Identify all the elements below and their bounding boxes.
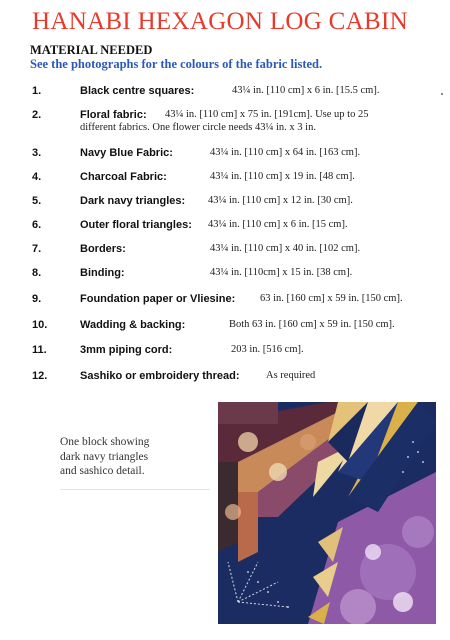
item-description: 63 in. [160 cm] x 59 in. [150 cm]. bbox=[260, 293, 403, 304]
item-label: Navy Blue Fabric: bbox=[80, 147, 173, 159]
item-number: 8. bbox=[32, 267, 42, 279]
item-label: Floral fabric: bbox=[80, 109, 147, 121]
item-label: Charcoal Fabric: bbox=[80, 171, 167, 183]
section-subheading: See the photographs for the colours of the fabric listed. bbox=[30, 57, 323, 71]
item-description: 43¼ in. [110 cm] x 12 in. [30 cm]. bbox=[208, 195, 353, 206]
item-number: 1. bbox=[32, 85, 42, 97]
item-label: Foundation paper or Vliesine: bbox=[80, 293, 236, 305]
item-number: 12. bbox=[32, 370, 48, 382]
caption-line: and sashico detail. bbox=[60, 465, 145, 477]
item-number: 10. bbox=[32, 319, 48, 331]
item-description-continued: different fabrics. One flower circle needs 43¼ in. x 3 in. bbox=[80, 122, 316, 133]
speck bbox=[441, 93, 443, 95]
item-number: 5. bbox=[32, 195, 42, 207]
photo-caption bbox=[60, 435, 210, 479]
item-number: 9. bbox=[32, 293, 42, 305]
item-number: 6. bbox=[32, 219, 42, 231]
item-description: As required bbox=[266, 370, 316, 381]
section-heading: MATERIAL NEEDED bbox=[30, 43, 153, 57]
item-number: 4. bbox=[32, 171, 42, 183]
item-number: 11. bbox=[32, 344, 47, 356]
item-label: 3mm piping cord: bbox=[80, 344, 173, 356]
item-description: 43¼ in. [110 cm] x 40 in. [102 cm]. bbox=[210, 243, 361, 254]
item-label: Outer floral triangles: bbox=[80, 219, 192, 231]
caption-line: One block showing bbox=[60, 436, 150, 448]
item-description: 43¼ in. [110 cm] x 6 in. [15 cm]. bbox=[208, 219, 348, 230]
item-label: Wadding & backing: bbox=[80, 319, 186, 331]
item-description: Both 63 in. [160 cm] x 59 in. [150 cm]. bbox=[229, 319, 395, 330]
quilt-block-photo bbox=[218, 402, 436, 624]
item-label: Binding: bbox=[80, 267, 125, 279]
caption-line: dark navy triangles bbox=[60, 450, 149, 463]
item-label: Dark navy triangles: bbox=[80, 195, 186, 207]
item-description: 43¼ in. [110 cm] x 19 in. [48 cm]. bbox=[210, 171, 355, 182]
item-description: 43¼ in. [110 cm] x 75 in. [191cm]. Use up to 25 bbox=[165, 109, 369, 120]
item-number: 7. bbox=[32, 243, 42, 255]
item-description: 43¼ in. [110 cm] x 6 in. [15.5 cm]. bbox=[232, 85, 380, 96]
item-label: Borders: bbox=[80, 243, 126, 255]
caption-divider bbox=[60, 489, 210, 490]
item-label: Black centre squares: bbox=[80, 85, 195, 97]
item-description: 43¼ in. [110 cm] x 64 in. [163 cm]. bbox=[210, 147, 361, 158]
item-description: 203 in. [516 cm]. bbox=[231, 344, 304, 355]
page-title: HANABI HEXAGON LOG CABIN bbox=[32, 8, 408, 35]
item-number: 2. bbox=[32, 109, 42, 121]
item-number: 3. bbox=[32, 147, 42, 159]
item-label: Sashiko or embroidery thread: bbox=[80, 370, 240, 382]
item-description: 43¼ in. [110cm] x 15 in. [38 cm]. bbox=[210, 267, 353, 278]
